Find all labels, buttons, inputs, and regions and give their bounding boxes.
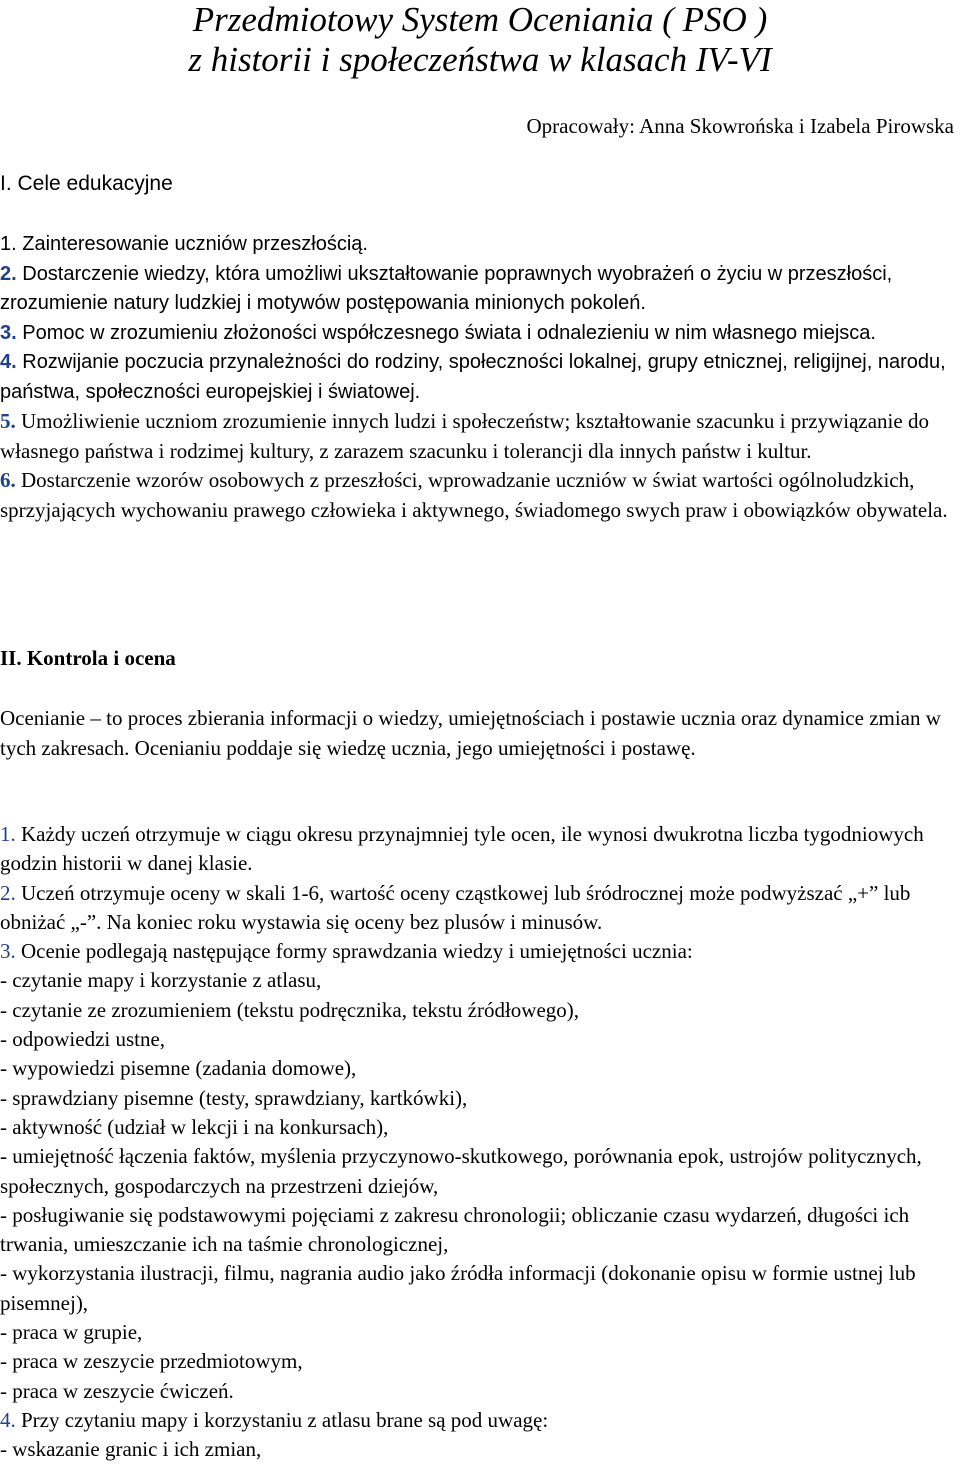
section-heading-assessment: II. Kontrola i ocena — [0, 646, 176, 670]
assessment-rules — [0, 820, 960, 1465]
document-title-line-1: Przedmiotowy System Oceniania ( PSO ) — [192, 0, 768, 39]
form-item: - praca w zeszycie ćwiczeń. — [0, 1378, 234, 1403]
authors-line: Opracowały: Anna Skowrońska i Izabela Pirowska — [526, 114, 954, 138]
goal-item-2 — [0, 260, 960, 319]
rule-number: 4. — [0, 1407, 16, 1432]
goals-list — [0, 230, 960, 525]
rule-text: Każdy uczeń otrzymuje w ciągu okresu przynajmniej tyle ocen, ile wynosi dwukrotna liczba tygodniowych godzin historii w danej klasie. — [0, 822, 924, 876]
goal-text: Umożliwienie uczniom zrozumienie innych ludzi i społeczeństw; kształtowanie szacunku i przywiązanie do własnego państwa i rodzimej kultury, z zarazem szacunku i tolerancji dla innych państw i kultur. — [0, 409, 929, 463]
rule-number: 3. — [0, 939, 16, 964]
goal-number: 2. — [0, 262, 17, 285]
goal-item-5 — [0, 407, 960, 466]
rule-number: 1. — [0, 822, 16, 846]
form-item: - aktywność (udział w lekcji i na konkursach), — [0, 1114, 389, 1139]
form-item: - posługiwanie się podstawowymi pojęciami z zakresu chronologii; obliczanie czasu wydarzeń, długości ich trwania, umieszczanie ich na taśmie chronologicznej, — [0, 1202, 910, 1257]
form-item: - wypowiedzi pisemne (zadania domowe), — [0, 1056, 357, 1081]
form-item: - praca w zeszycie przedmiotowym, — [0, 1349, 303, 1374]
map-criterion-item: - wskazanie granic i ich zmian, — [0, 1437, 262, 1462]
goal-number: 5. — [0, 409, 16, 433]
rule-number: 2. — [0, 880, 16, 905]
form-item: - czytanie ze zrozumieniem (tekstu podręcznika, tekstu źródłowego), — [0, 997, 580, 1022]
rule-text: Przy czytaniu mapy i korzystaniu z atlasu brane są pod uwagę: — [15, 1407, 549, 1432]
form-item: - odpowiedzi ustne, — [0, 1027, 166, 1052]
rule-text: Uczeń otrzymuje oceny w skali 1-6, wartość oceny cząstkowej lub śródrocznej może podwyższać „+” lub obniżać „-”. Na koniec roku wystawia się oceny bez plusów i minusów. — [0, 880, 911, 934]
section-heading-goals: I. Cele edukacyjne — [0, 172, 173, 195]
form-item: - wykorzystania ilustracji, filmu, nagrania audio jako źródła informacji (dokonanie opisu w formie ustnej lub pisemnej), — [0, 1261, 916, 1315]
rule-item-3 — [0, 937, 960, 966]
rule-item-1 — [0, 820, 960, 879]
form-item: - praca w grupie, — [0, 1320, 143, 1345]
goal-number: 1. — [0, 233, 17, 255]
assessment-intro — [0, 704, 960, 763]
goal-item-3 — [0, 319, 960, 349]
form-item: - sprawdziany pisemne (testy, sprawdziany, kartkówki), — [0, 1085, 468, 1110]
rule-item-2 — [0, 879, 960, 938]
goal-text: Zainteresowanie uczniów przeszłością. — [16, 233, 368, 255]
goal-item-1 — [0, 230, 960, 260]
document-title-line-2: z historii i społeczeństwa w klasach IV-VI — [188, 40, 772, 79]
goal-text: Dostarczenie wzorów osobowych z przeszłości, wprowadzanie uczniów w świat wartości ogólnoludzkich, sprzyjających wychowaniu prawego człowieka i aktywnego, świadomego swych praw i obowiązków obywatela. — [0, 468, 948, 522]
goal-text: Pomoc w zrozumieniu złożoności współczesnego świata i odnalezieniu w nim własnego miejsca. — [16, 321, 876, 344]
form-item: - czytanie mapy i korzystanie z atlasu, — [0, 968, 322, 993]
goal-number: 3. — [0, 321, 17, 344]
assessment-intro-text: Ocenianie – to proces zbierania informacji o wiedzy, umiejętnościach i postawie ucznia oraz dynamice zmian w tych zakresach. Ocenianiu poddaje się wiedzę ucznia, jego umiejętności i postawę. — [0, 706, 941, 760]
goal-item-6 — [0, 466, 960, 525]
goal-text: Rozwijanie poczucia przynależności do rodziny, społeczności lokalnej, grupy etnicznej, religijnej, narodu, państwa, społeczności europejskiej i światowej. — [0, 351, 946, 403]
form-item: - umiejętność łączenia faktów, myślenia przyczynowo-skutkowego, porównania epok, ustrojów politycznych, społecznych, gospodarczych na przestrzeni dziejów, — [0, 1144, 922, 1198]
rule-item-4 — [0, 1406, 960, 1435]
rule-text: Ocenie podlegają następujące formy sprawdzania wiedzy i umiejętności ucznia: — [15, 939, 693, 964]
goal-item-4 — [0, 348, 960, 407]
goal-text: Dostarczenie wiedzy, która umożliwi ukształtowanie poprawnych wyobrażeń o życiu w przeszłości, zrozumienie natury ludzkiej i motywów postępowania minionych pokoleń. — [0, 262, 893, 314]
goal-number: 6. — [0, 468, 16, 492]
goal-number: 4. — [0, 351, 17, 373]
